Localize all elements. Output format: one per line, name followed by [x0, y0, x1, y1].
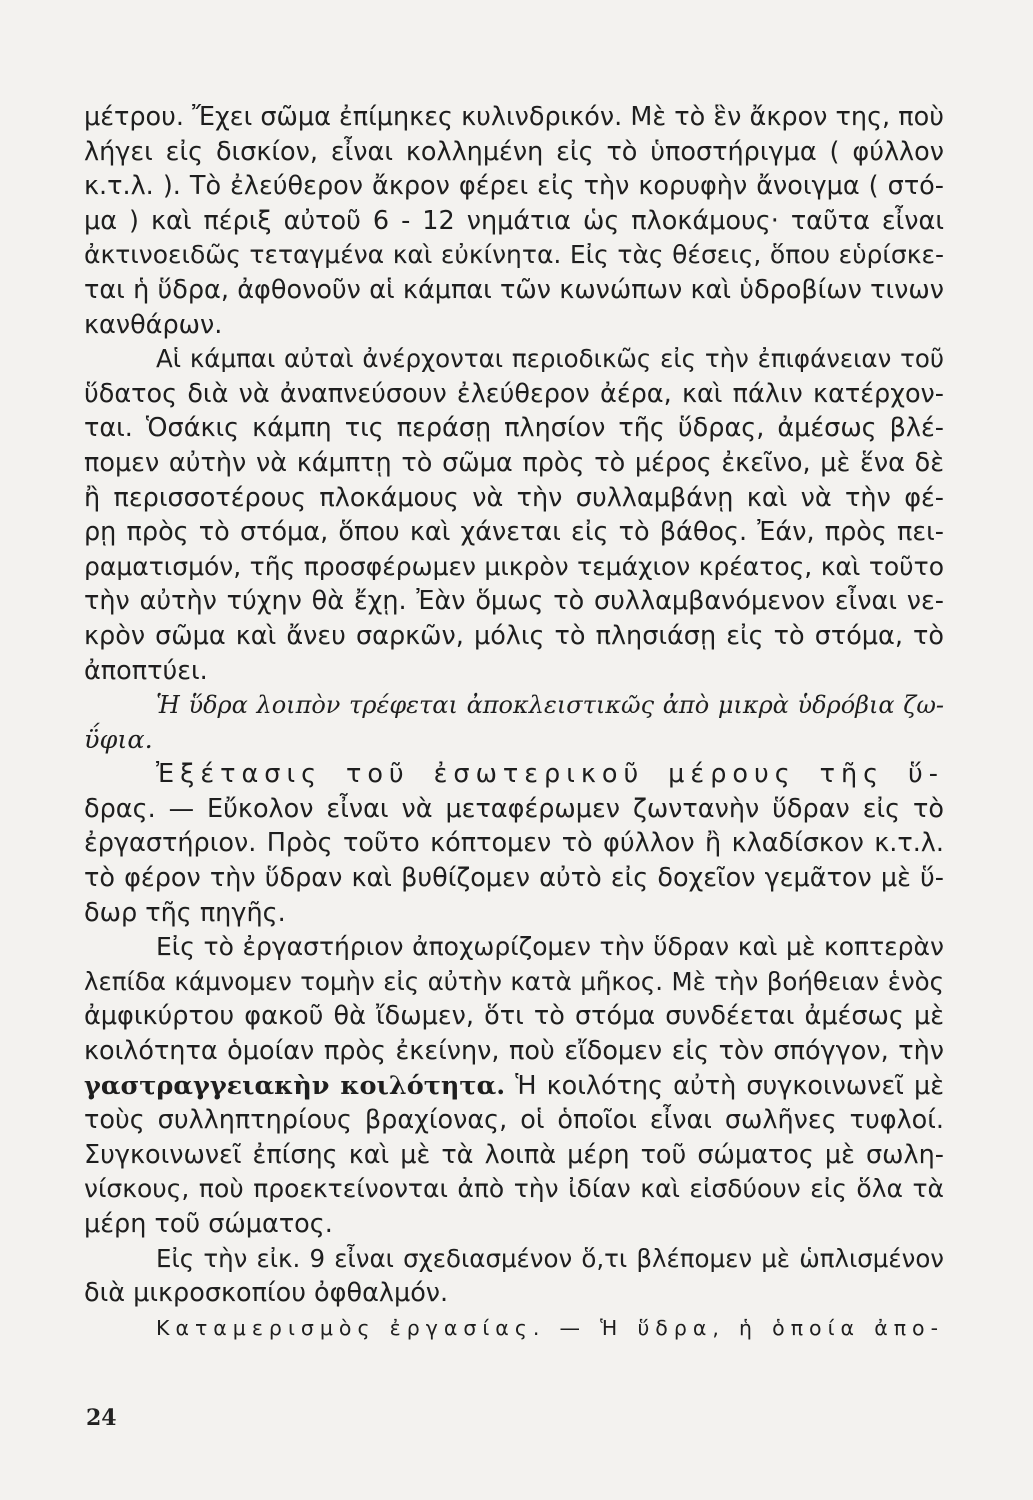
text-line: διὰ μικροσκοπίου ὀφθαλμόν. [84, 1278, 449, 1309]
text-line: Εἰς τὸ ἐργαστήριον ἀποχωρίζομεν τὴν ὕδραν καὶ μὲ κοπτερὰν [156, 932, 944, 962]
text-line: λεπίδα κάμνομεν τομὴν εἰς αὐτὴν κατὰ μῆκος. Μὲ τὴν βοήθειαν ἑνὸς [84, 966, 944, 996]
text-line: ἐργαστήριον. Πρὸς τοῦτο κόπτομεν τὸ φύλλον ἢ κλαδίσκον κ.τ.λ. [84, 828, 944, 859]
section-heading-line: Καταμερισμὸς ἐργασίας. — Ἡ ὕδρα, ἡ ὁποία ἀπο- [156, 1315, 944, 1340]
text-line: κανθάρων. [84, 309, 223, 340]
text-line: πομεν αὐτὴν νὰ κάμπτῃ τὸ σῶμα πρὸς τὸ μέρος ἐκεῖνο, μὲ ἕνα δὲ [84, 447, 944, 478]
text-line: Αἱ κάμπαι αὐταὶ ἀνέρχονται περιοδικῶς εἰς τὴν ἐπιφάνειαν τοῦ [156, 344, 944, 374]
text-line-bold-term: γαστραγγειακὴν κοιλότητα. Ἡ κοιλότης αὐτὴ συγκοινωνεῖ μὲ [84, 1070, 944, 1101]
text-line: κ.τ.λ. ). Τὸ ἐλεύθερον ἄκρον φέρει εἰς τὴν κορυφὴν ἄνοιγμα ( στό- [84, 171, 944, 202]
text-line: κρὸν σῶμα καὶ ἄνευ σαρκῶν, μόλις τὸ πλησιάσῃ εἰς τὸ στόμα, τὸ [84, 620, 944, 651]
text-line: ρῃ πρὸς τὸ στόμα, ὅπου καὶ χάνεται εἰς τὸ βάθος. Ἐάν, πρὸς πει- [84, 517, 944, 548]
text-line-italic: Ἡ ὕδρα λοιπὸν τρέφεται ἀποκλειστικῶς ἀπὸ μικρὰ ὑδρόβια ζω- [156, 691, 944, 720]
text-line: νίσκους, ποὺ προεκτείνονται ἀπὸ τὴν ἰδίαν καὶ εἰσδύουν εἰς ὅλα τὰ [84, 1174, 944, 1204]
text-line: ραματισμόν, τῆς προσφέρωμεν μικρὸν τεμάχιον κρέατος, καὶ τοῦτο [84, 551, 944, 581]
section-heading-line: Ἐξέτασις τοῦ ἐσωτερικοῦ μέρους τῆς ὕ- [156, 759, 944, 790]
text-line: ται. Ὁσάκις κάμπη τις περάσῃ πλησίον τῆς ὕδρας, ἀμέσως βλέ- [84, 413, 944, 444]
text-line: δωρ τῆς πηγῆς. [84, 897, 286, 928]
text-line: δρας. — Εὔκολον εἶναι νὰ μεταφέρωμεν ζωντανὴν ὕδραν εἰς τὸ [84, 793, 944, 824]
text-line: τοὺς συλληπτηρίους βραχίονας, οἱ ὁποῖοι εἶναι σωλῆνες τυφλοί. [84, 1105, 944, 1136]
page-number: 24 [86, 1405, 117, 1431]
text-line: ται ἡ ὕδρα, ἀφθονοῦν αἱ κάμπαι τῶν κωνώπων καὶ ὑδροβίων τινων [84, 274, 944, 305]
text-line: Συγκοινωνεῖ ἐπίσης καὶ μὲ τὰ λοιπὰ μέρη τοῦ σώματος μὲ σωλη- [84, 1139, 944, 1170]
text-line: λήγει εἰς δισκίον, εἶναι κολλημένη εἰς τὸ ὑποστήριγμα ( φύλλον [84, 136, 944, 167]
text-line: τὴν αὐτὴν τύχην θὰ ἔχῃ. Ἐὰν ὅμως τὸ συλλαμβανόμενον εἶναι νε- [84, 586, 944, 617]
text-line: μέρη τοῦ σώματος. [84, 1209, 333, 1239]
text-line: ἀποπτύει. [84, 655, 208, 686]
text-line: Εἰς τὴν εἰκ. 9 εἶναι σχεδιασμένον ὅ,τι βλέπομεν μὲ ὡπλισμένον [156, 1243, 944, 1273]
text-line: ἀμφικύρτου φακοῦ θὰ ἴδωμεν, ὅτι τὸ στόμα συνδέεται ἀμέσως μὲ [84, 1001, 944, 1032]
text-line: ἀκτινοειδῶς τεταγμένα καὶ εὐκίνητα. Εἰς τὰς θέσεις, ὅπου εὑρίσκε- [84, 240, 944, 270]
text-line: ἢ περισσοτέρους πλοκάμους νὰ τὴν συλλαμβάνῃ καὶ νὰ τὴν φέ- [84, 482, 944, 513]
bold-term: γαστραγγειακὴν κοιλότητα. [84, 1070, 506, 1101]
text-line: κοιλότητα ὁμοίαν πρὸς ἐκείνην, ποὺ εἴδομεν εἰς τὸν σπόγγον, τὴν [84, 1036, 944, 1067]
text-line: ὕδατος διὰ νὰ ἀναπνεύσουν ἐλεύθερον ἀέρα, καὶ πάλιν κατέρχον- [84, 378, 944, 409]
text-line-italic: ΰφια. [84, 724, 153, 755]
text-line: μέτρου. Ἔχει σῶμα ἐπίμηκες κυλινδρικόν. Μὲ τὸ ἓν ἄκρον της, ποὺ [84, 102, 944, 132]
body-text [84, 100, 944, 1345]
text-line: τὸ φέρον τὴν ὕδραν καὶ βυθίζομεν αὐτὸ εἰς δοχεῖον γεμᾶτον μὲ ὕ- [84, 863, 944, 894]
text-line: μα ) καὶ πέριξ αὐτοῦ 6 - 12 νημάτια ὡς πλοκάμους· ταῦτα εἶναι [84, 205, 944, 236]
